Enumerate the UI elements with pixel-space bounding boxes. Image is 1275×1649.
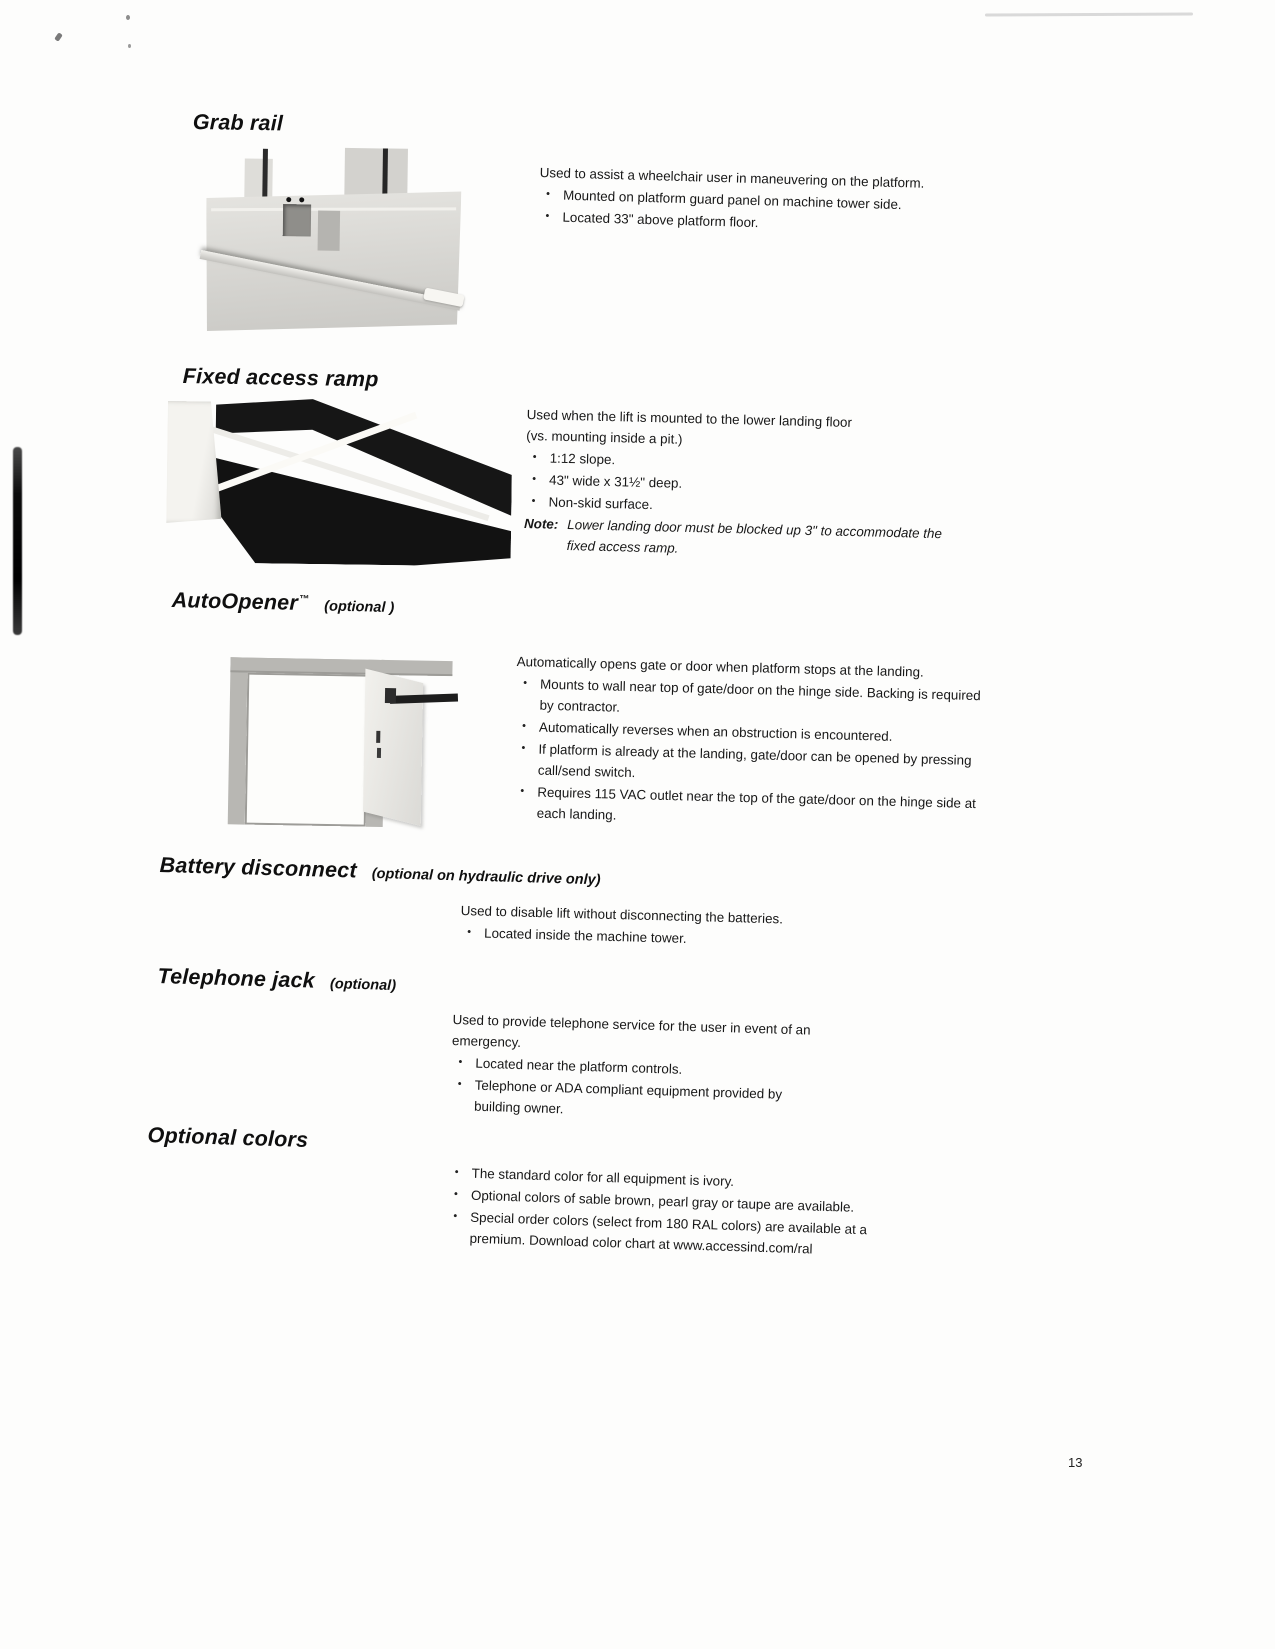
photo-detail [376,731,380,743]
heading-text: Telephone jack [157,964,316,993]
grab-rail-photo [204,146,462,335]
bullet-item: • Mounted on platform guard panel on machine tower side. [539,184,979,217]
section-heading-grab-rail [193,110,284,136]
scan-speck [126,15,130,20]
intro-text: Automatically opens gate or door when platform stops at the landing. [516,653,924,680]
intro-text: Used to provide telephone service for the user in event of an emergency. [451,1011,811,1051]
section-heading-telephone-jack [157,964,396,996]
autoopener-description [512,651,1021,837]
bullet-item: • Optional colors of sable brown, pearl gray or taupe are available. [447,1184,912,1220]
heading-text: Fixed access ramp [182,364,379,392]
section-heading-fixed-access-ramp [183,364,379,392]
note-label: Note: [523,515,559,532]
page-number: 13 [1068,1455,1083,1470]
heading-text: Grab rail [192,110,284,136]
section-heading-optional-colors [147,1123,308,1153]
heading-qualifier: (optional) [329,976,397,995]
bullet-item: • Telephone or ADA compliant equipment provided by building owner. [450,1074,851,1128]
bullet-list [524,447,995,523]
bullet-list [445,1162,912,1263]
bullet-item: • Located near the platform controls. [451,1052,851,1085]
telephone-jack-description [450,1009,853,1129]
trademark-symbol: ™ [298,593,310,605]
control-box [282,204,310,236]
fixed-access-ramp-photo [166,392,513,567]
photo-detail [244,159,273,201]
photo-detail [377,748,381,758]
intro-text: Used to assist a wheelchair user in maneuvering on the platform. [539,164,925,191]
scan-artifact-bar [13,447,22,635]
bullet-item: • 43" wide x 31½" deep. [525,469,995,501]
bullet-item: • Requires 115 VAC outlet near the top of the gate/door on the hinge side at each landing. [512,781,1018,836]
photo-detail [318,210,341,250]
bullet-item: • The standard color for all equipment is ivory. [447,1162,912,1198]
section-heading-autoopener [171,588,394,618]
bullet-item: • Non-skid surface. [524,491,994,523]
door-frame [227,657,385,827]
intro-text: Used to disable lift without disconnecting the batteries. [460,902,784,927]
optional-colors-description [445,1162,913,1264]
bullet-list [512,673,1021,836]
opener-bracket [384,688,395,703]
heading-text: AutoOpener [171,588,299,615]
section-heading-battery-disconnect [159,853,601,890]
bullet-item: • Located 33" above platform floor. [538,206,978,239]
intro-text: Used when the lift is mounted to the lower landing floor (vs. mounting inside a pit.) [526,406,853,447]
opener-arm [389,693,457,703]
note-text: Lower landing door must be blocked up 3" to accommodate the fixed access ramp. [566,517,943,556]
ramp-side-plate [166,400,223,523]
autoopener-photo [210,636,463,828]
photo-detail [262,149,268,201]
bullet-list [450,1052,852,1128]
battery-disconnect-description [460,900,901,956]
scan-speck [54,32,63,41]
bullet-item: • Special order colors (select from 180 RAL colors) are available at a premium. Download color chart at www.accessind.com/ral [445,1206,911,1263]
heading-qualifier: (optional on hydraulic drive only) [371,865,601,889]
heading-qualifier: (optional ) [324,598,395,617]
photo-detail [299,197,304,202]
bullet-item: • Automatically reverses when an obstruction is encountered. [515,716,1020,750]
scan-artifact-line [985,12,1193,16]
heading-text: Battery disconnect [159,853,358,883]
grab-rail-description [538,162,980,240]
scan-speck [128,44,131,48]
bullet-item: • Located inside the machine tower. [460,922,900,955]
bullet-item: • Mounts to wall near top of gate/door on the hinge side. Backing is required by contractor. [515,673,1021,728]
fixed-access-ramp-description [523,404,997,566]
bullet-item: • 1:12 slope. [525,447,995,479]
heading-text: Optional colors [147,1123,309,1153]
bullet-item: • If platform is already at the landing, gate/door can be opened by pressing call/send switch. [514,738,1020,793]
